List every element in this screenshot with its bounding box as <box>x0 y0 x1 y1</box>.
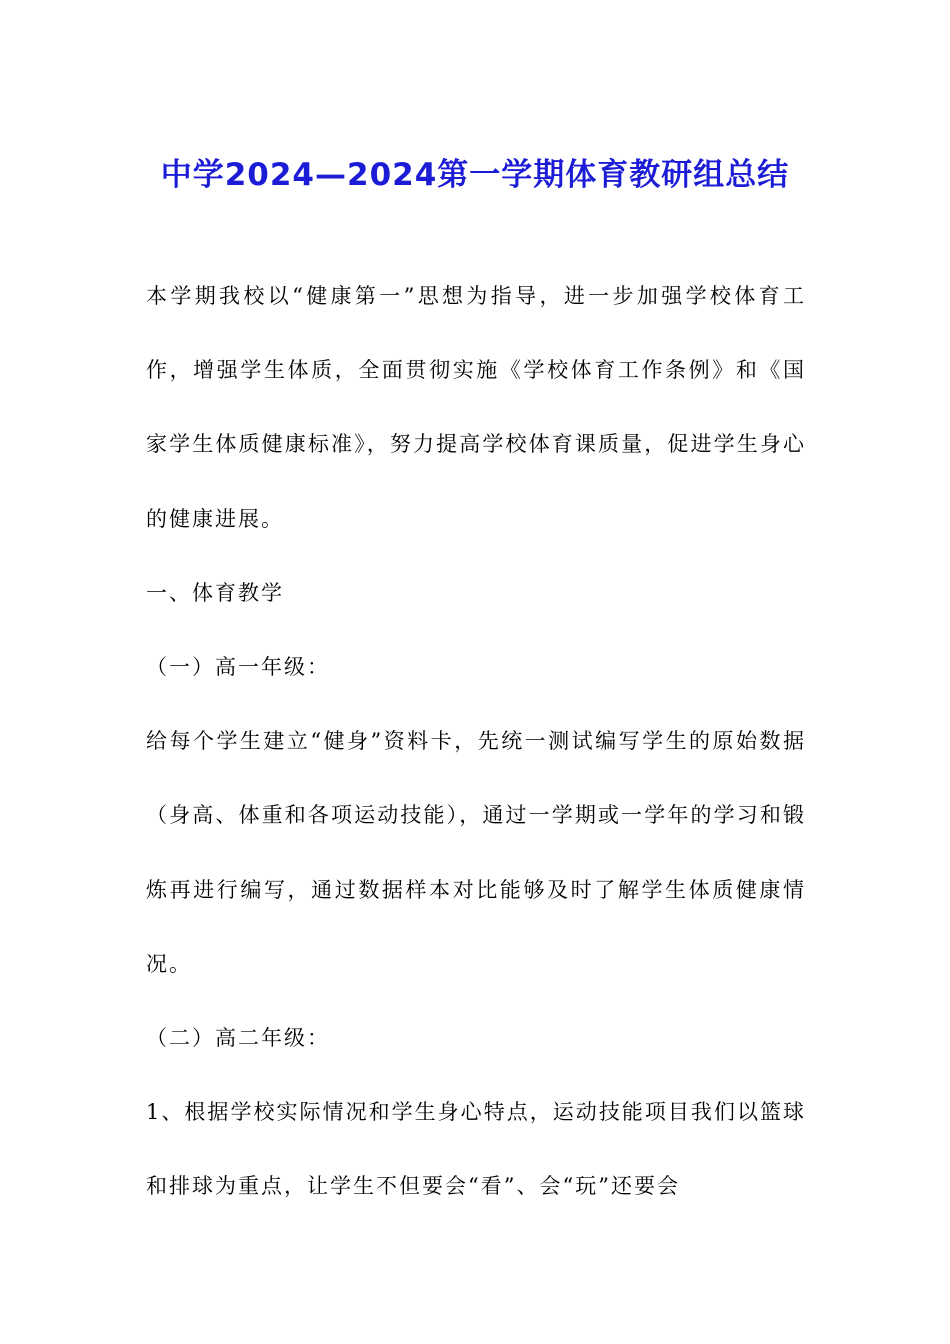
grade-11-item-1-paragraph: 1、根据学校实际情况和学生身心特点，运动技能项目我们以篮球和排球为重点，让学生不但要会“看”、会“玩”还要会 <box>146 1100 806 1199</box>
subsection-heading-grade-11: （二）高二年级： <box>146 1026 330 1051</box>
section-heading-physical-teaching: 一、体育教学 <box>146 580 284 605</box>
document-body <box>146 259 806 1224</box>
document-title: 中学2024—2024第一学期体育教研组总结 <box>160 156 790 193</box>
grade-10-paragraph: 给每个学生建立“健身”资料卡，先统一测试编写学生的原始数据（身高、体重和各项运动技能），通过一学期或一学年的学习和锻炼再进行编写，通过数据样本对比能够及时了解学生体质健康情况。 <box>146 729 806 976</box>
intro-paragraph: 本学期我校以“健康第一”思想为指导，进一步加强学校体育工作，增强学生体质，全面贯彻实施《学校体育工作条例》和《国家学生体质健康标准》，努力提高学校体育课质量，促进学生身心的健康进展。 <box>146 284 806 531</box>
subsection-heading-grade-10: （一）高一年级： <box>146 655 330 680</box>
